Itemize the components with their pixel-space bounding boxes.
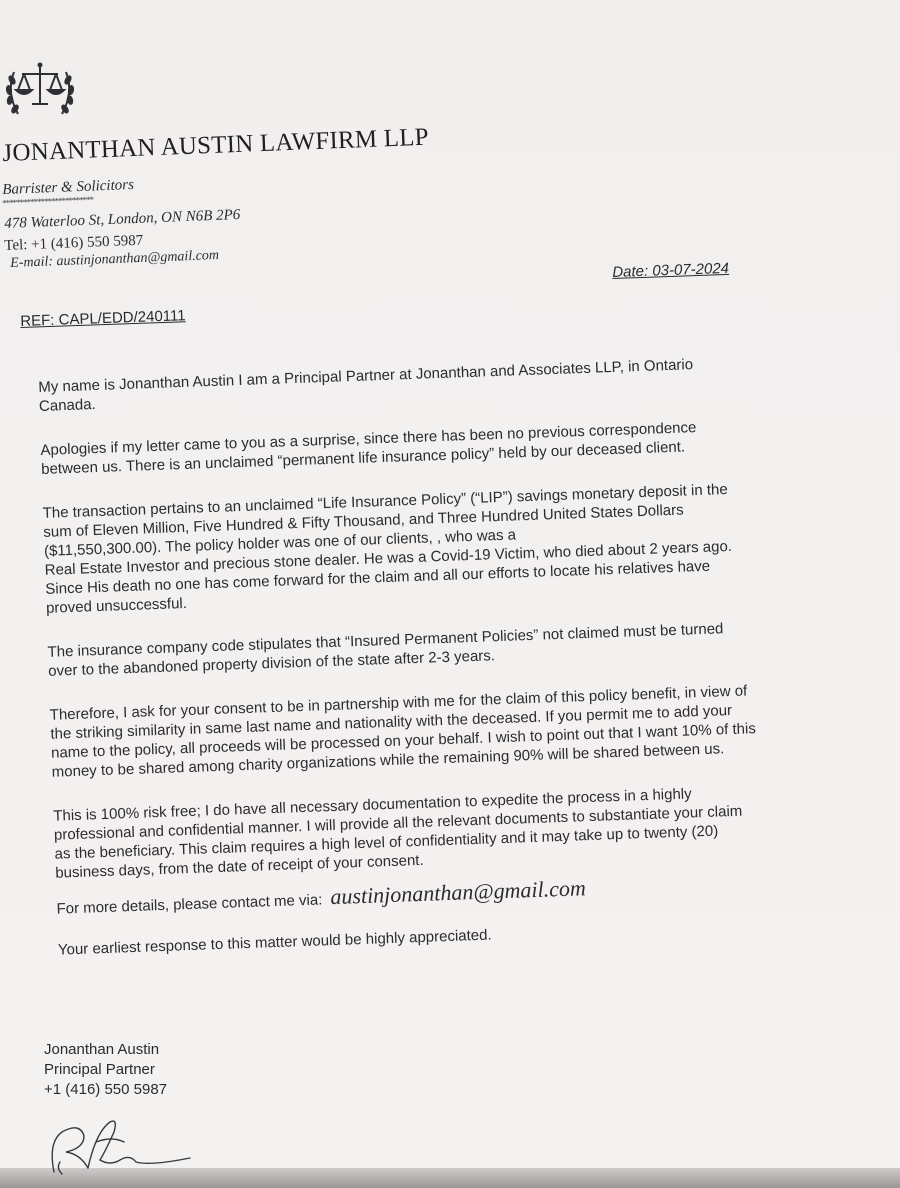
signer-phone: +1 (416) 550 5987	[44, 1081, 168, 1098]
handwritten-signature	[40, 1102, 200, 1182]
paragraph-risk-free: This is 100% risk free; I do have all necessary documentation to expedite the process in a highly professional and confidential manner. I will provide all the relevant documents to substantiate your claim as the beneficiary. This claim requires a high level of confidentiality and it may take up to twenty (20) business days, from the date of receipt of your consent.	[53, 785, 743, 882]
letter-body	[38, 349, 898, 960]
firm-address: 478 Waterloo St, London, ON N6B 2P6	[4, 206, 241, 232]
signature-block	[44, 1040, 167, 1100]
firm-subtitle: Barrister & Solicitors	[2, 176, 135, 198]
paragraph-apology: Apologies if my letter came to you as a surprise, since there has been no previous correspondence between us. There is an unclaimed “permanent life insurance policy” held by our deceased client.	[40, 419, 697, 478]
signer-name: Jonanthan Austin	[44, 1041, 160, 1058]
firm-email: E-mail: austinjonanthan@gmail.com	[10, 247, 220, 271]
paragraph-transaction: The transaction pertains to an unclaimed “Life Insurance Policy” (“LIP”) savings monetary deposit in the sum of Eleven Million, Five Hundred & Fifty Thousand, and Three Hundred United States Dollars ($11,550,300.00). The policy holder was one of our clients, , who was a Real Estate Investor and precious stone dealer. He was a Covid-19 Victim, who died about 2 years ago. Since His death no one has come forward for the claim and all our efforts to locate his relatives have proved unsuccessful.	[42, 481, 733, 617]
firm-name: JONANTHAN AUSTIN LAWFIRM LLP	[2, 123, 430, 167]
signer-title: Principal Partner	[44, 1061, 155, 1078]
paragraph-partnership-request: Therefore, I ask for your consent to be in partnership with me for the claim of this policy benefit, in view of the striking similarity in same last name and nationality with the deceased. If you permit me to add your name to the policy, all proceeds will be processed on your behalf. I wish to point out that I want 10% of this money to be shared among charity organizations while the remaining 90% will be shared between us.	[49, 682, 757, 781]
closing-line: Your earliest response to this matter would be highly appreciated.	[57, 926, 492, 959]
contact-email: austinjonanthan@gmail.com	[329, 875, 587, 910]
paragraph-introduction: My name is Jonanthan Austin I am a Principal Partner at Jonanthan and Associates LLP, in Ontario Canada.	[38, 356, 694, 415]
scales-of-justice-logo	[0, 52, 80, 132]
firm-telephone: Tel: +1 (416) 550 5987	[4, 232, 144, 254]
letter-date: Date: 03-07-2024	[612, 259, 730, 281]
paragraph-insurance-code: The insurance company code stipulates that “Insured Permanent Policies” not claimed must be turned over to the abandoned property division of the state after 2-3 years.	[47, 620, 724, 680]
reference-number: REF: CAPL/EDD/240111	[20, 307, 186, 330]
contact-label: For more details, please contact me via:	[56, 891, 323, 918]
letterhead-divider: **************************	[2, 194, 94, 208]
